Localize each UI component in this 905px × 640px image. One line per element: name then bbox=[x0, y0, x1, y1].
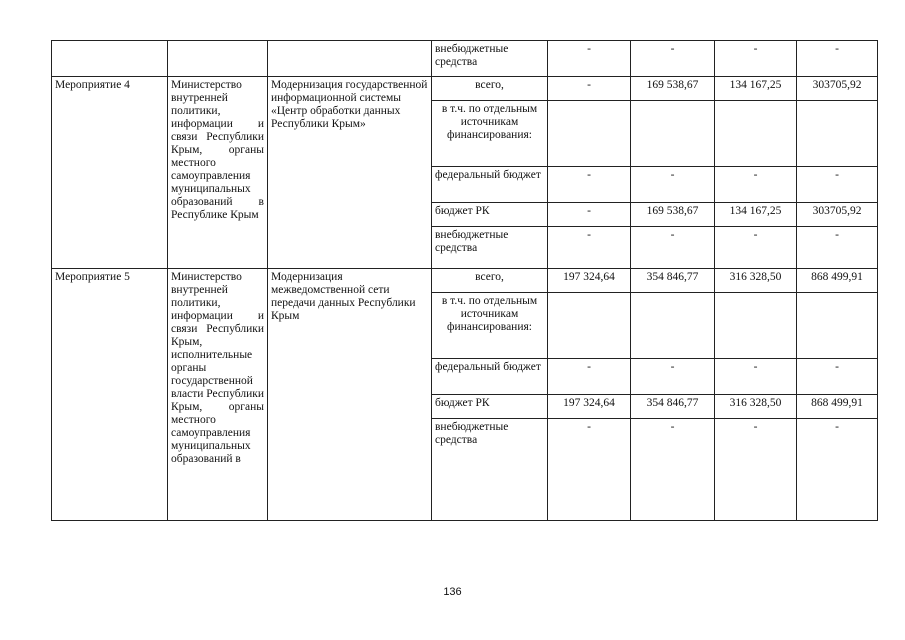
value-cell: - bbox=[797, 227, 878, 269]
value-cell: 354 846,77 bbox=[631, 269, 715, 293]
source-cell: всего, bbox=[432, 269, 548, 293]
value-cell bbox=[797, 101, 878, 167]
value-cell: - bbox=[631, 227, 715, 269]
source-cell: внебюджетные средства bbox=[432, 227, 548, 269]
value-cell: - bbox=[548, 77, 631, 101]
value-cell: 134 167,25 bbox=[715, 203, 797, 227]
page-number: 136 bbox=[443, 586, 462, 598]
value-cell: 169 538,67 bbox=[631, 77, 715, 101]
value-cell: - bbox=[548, 41, 631, 77]
event-title-cell: Мероприятие 5 bbox=[52, 269, 168, 521]
value-cell: - bbox=[548, 359, 631, 395]
value-cell: - bbox=[797, 359, 878, 395]
value-cell: - bbox=[797, 167, 878, 203]
value-cell: 134 167,25 bbox=[715, 77, 797, 101]
value-cell: 868 499,91 bbox=[797, 269, 878, 293]
table-row bbox=[52, 77, 878, 101]
source-cell: внебюджетные средства bbox=[432, 419, 548, 521]
value-cell: - bbox=[715, 419, 797, 521]
value-cell: - bbox=[715, 359, 797, 395]
event-name-cell: Модернизация государственной информационной системы «Центр обработки данных Республики Крым» bbox=[268, 77, 432, 269]
value-cell: - bbox=[548, 419, 631, 521]
table-cell-empty bbox=[168, 41, 268, 77]
value-cell: - bbox=[797, 41, 878, 77]
value-cell bbox=[631, 101, 715, 167]
value-cell: - bbox=[631, 167, 715, 203]
value-cell: 169 538,67 bbox=[631, 203, 715, 227]
table-row bbox=[52, 269, 878, 293]
value-cell bbox=[631, 293, 715, 359]
value-cell: - bbox=[631, 419, 715, 521]
source-cell: в т.ч. по отдельным источникам финансирования: bbox=[432, 293, 548, 359]
table-cell-empty bbox=[268, 41, 432, 77]
value-cell: 316 328,50 bbox=[715, 395, 797, 419]
source-cell: бюджет РК bbox=[432, 203, 548, 227]
source-cell: в т.ч. по отдельным источникам финансирования: bbox=[432, 101, 548, 167]
value-cell: 303705,92 bbox=[797, 77, 878, 101]
value-cell: 197 324,64 bbox=[548, 269, 631, 293]
value-cell: - bbox=[631, 359, 715, 395]
value-cell: - bbox=[548, 227, 631, 269]
source-cell: федеральный бюджет bbox=[432, 167, 548, 203]
value-cell: - bbox=[715, 227, 797, 269]
event-title-cell: Мероприятие 4 bbox=[52, 77, 168, 269]
executor-cell: Министерство внутренней политики, информации и связи Республики Крым, исполнительные органы государственной власти Республики Крым, органы местного самоуправления муниципальных образований в bbox=[168, 269, 268, 521]
table-cell-empty bbox=[52, 41, 168, 77]
event-name-cell: Модернизация межведомственной сети передачи данных Республики Крым bbox=[268, 269, 432, 521]
value-cell: - bbox=[631, 41, 715, 77]
value-cell: 868 499,91 bbox=[797, 395, 878, 419]
value-cell: 197 324,64 bbox=[548, 395, 631, 419]
value-cell: - bbox=[548, 167, 631, 203]
value-cell bbox=[548, 293, 631, 359]
value-cell bbox=[548, 101, 631, 167]
executor-cell: Министерство внутренней политики, информации и связи Республики Крым, органы местного самоуправления муниципальных образований в Республике Крым bbox=[168, 77, 268, 269]
table-row bbox=[52, 41, 878, 77]
value-cell: 303705,92 bbox=[797, 203, 878, 227]
source-cell: бюджет РК bbox=[432, 395, 548, 419]
value-cell: - bbox=[715, 167, 797, 203]
source-cell: федеральный бюджет bbox=[432, 359, 548, 395]
value-cell: 316 328,50 bbox=[715, 269, 797, 293]
value-cell bbox=[715, 101, 797, 167]
budget-table bbox=[51, 40, 878, 521]
value-cell: 354 846,77 bbox=[631, 395, 715, 419]
value-cell: - bbox=[797, 419, 878, 521]
value-cell bbox=[797, 293, 878, 359]
source-cell: всего, bbox=[432, 77, 548, 101]
value-cell: - bbox=[548, 203, 631, 227]
value-cell bbox=[715, 293, 797, 359]
source-cell: внебюджетные средства bbox=[432, 41, 548, 77]
value-cell: - bbox=[715, 41, 797, 77]
